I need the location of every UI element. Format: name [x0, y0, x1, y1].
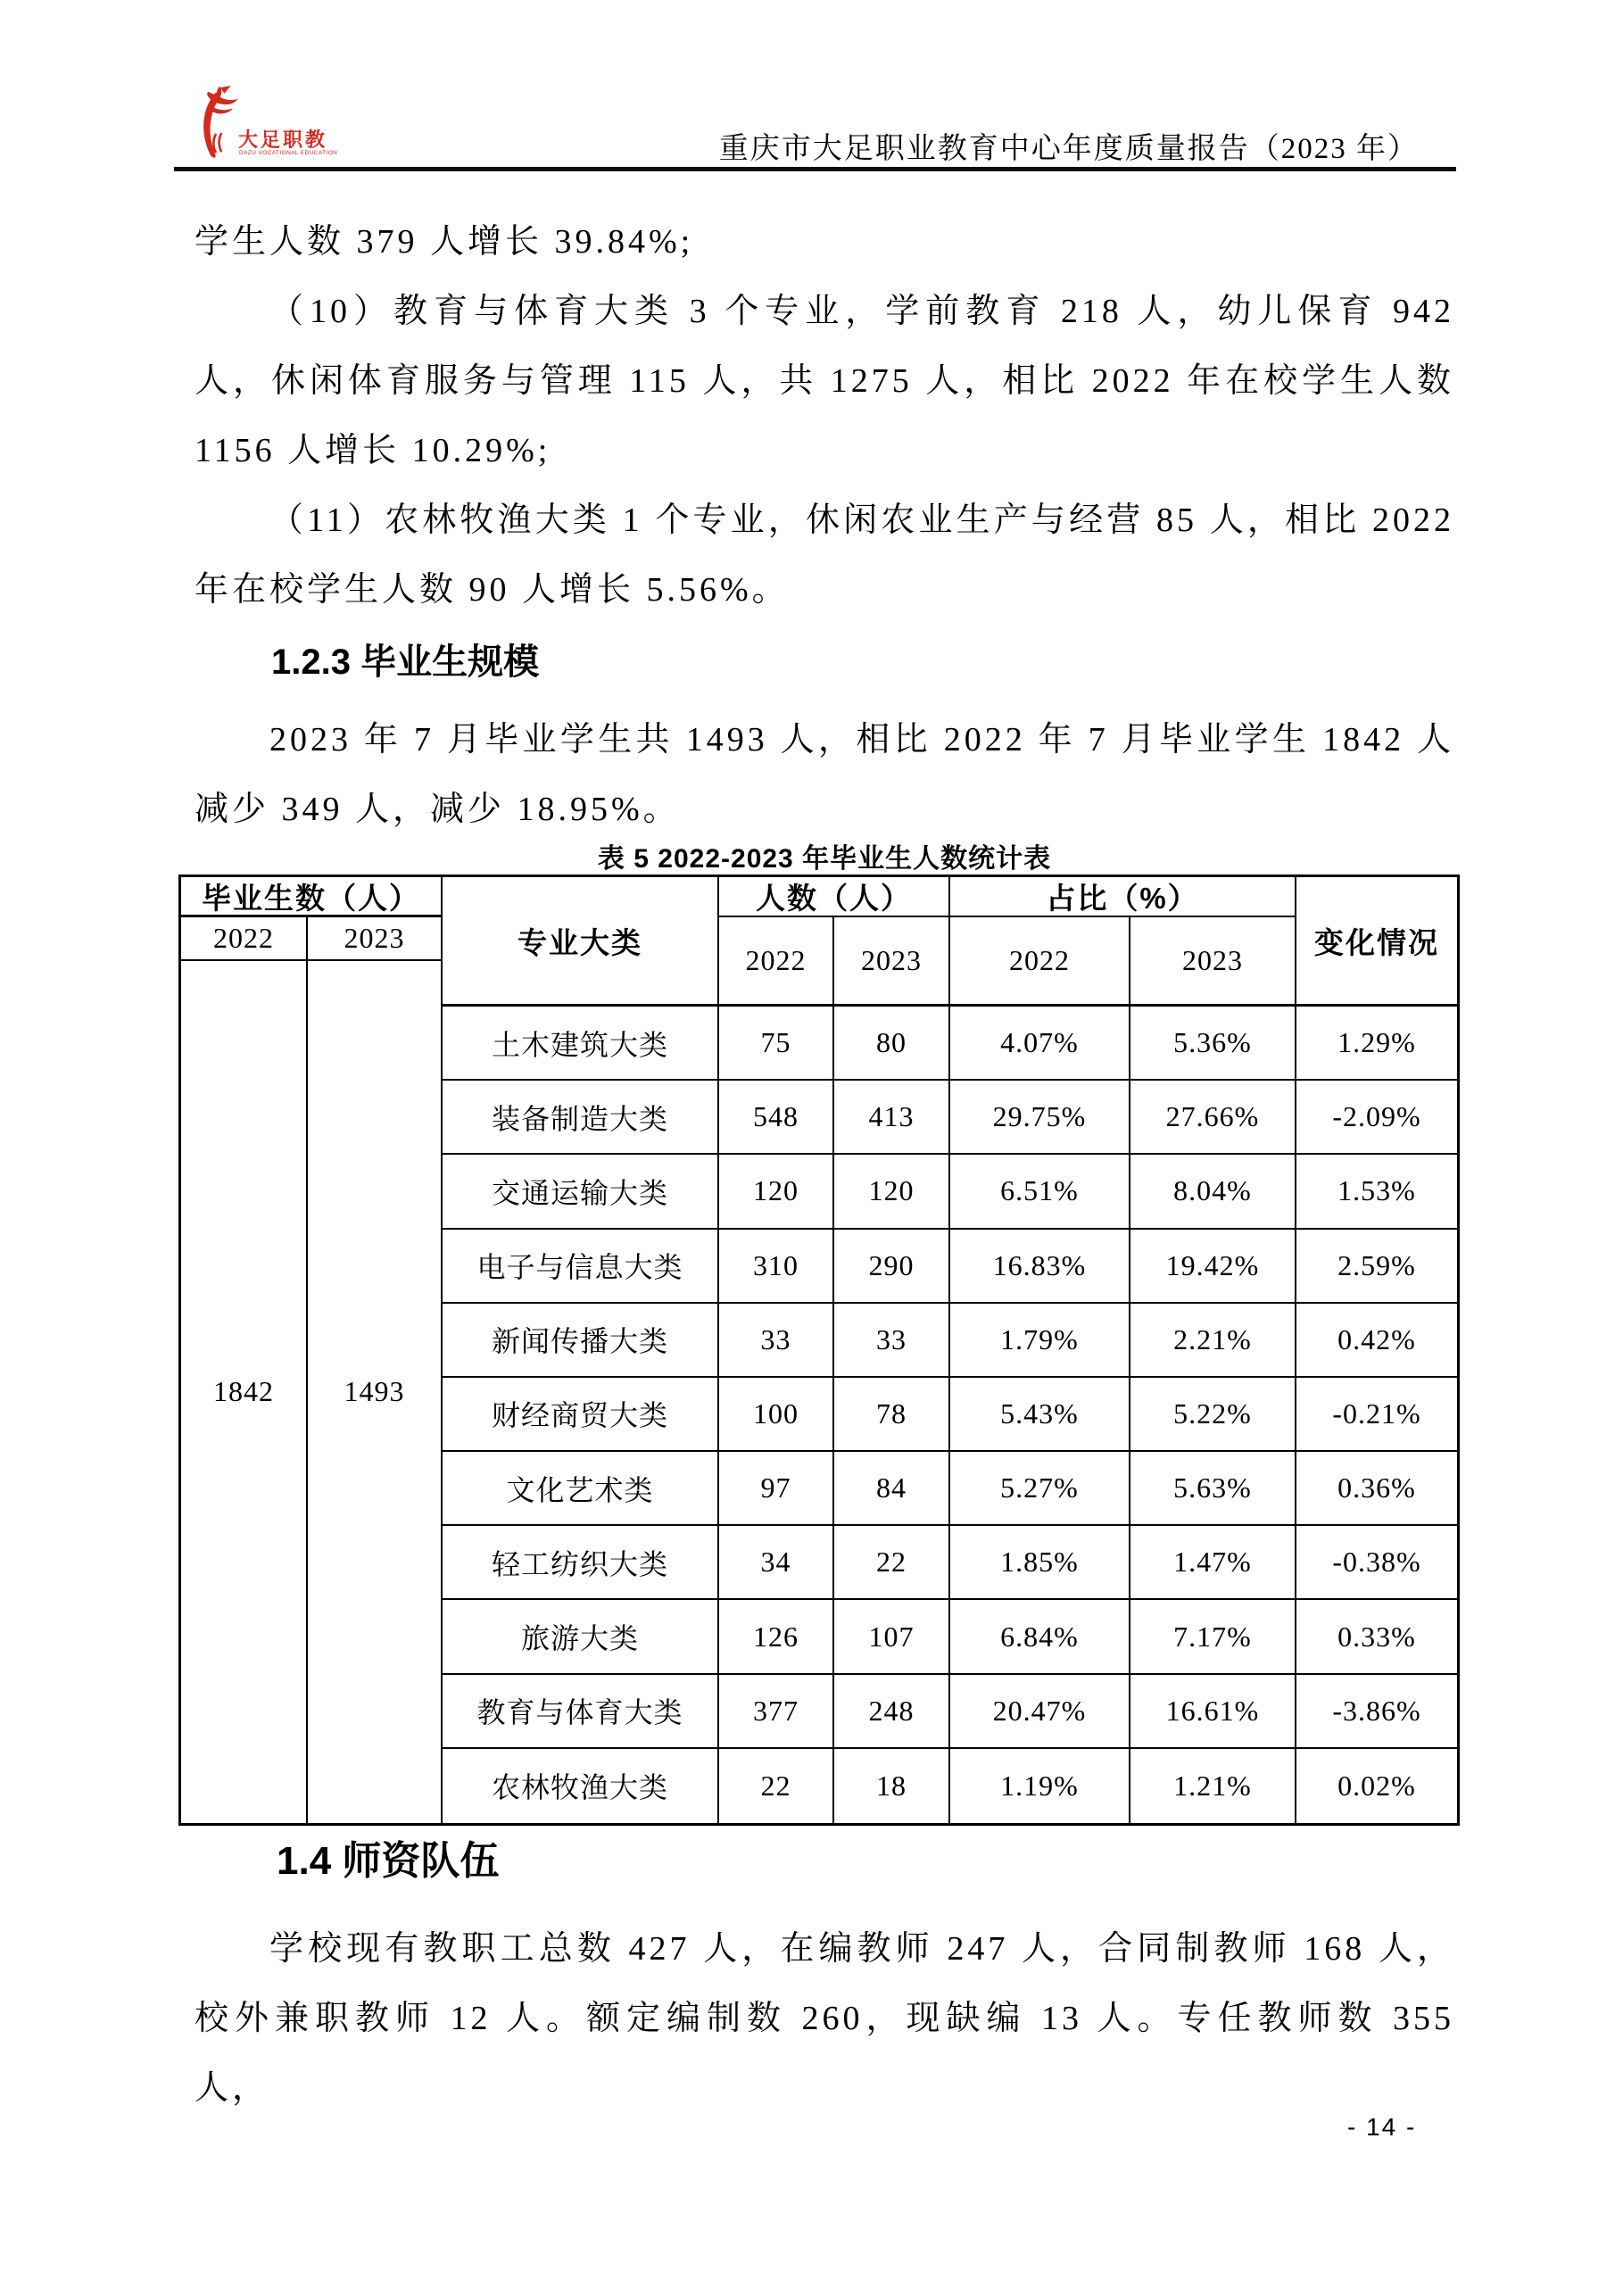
- table-cell-ratio-2022: 6.84%: [950, 1600, 1130, 1674]
- table-cell-ratio-2023: 1.21%: [1130, 1749, 1296, 1823]
- table-cell-change: 0.02%: [1337, 1769, 1416, 1802]
- table-cell-count-2023: 18: [834, 1749, 950, 1823]
- table-cell-change: 0.36%: [1296, 1452, 1457, 1526]
- table-cell-count-2022: 97: [719, 1452, 834, 1526]
- table-subheader-grad-2023: 2023: [308, 917, 443, 961]
- table-total-2023: 1493: [308, 961, 443, 1823]
- table-cell-ratio-2022: 1.85%: [950, 1526, 1130, 1600]
- paragraph-item-11: （11）农林牧渔大类 1 个专业，休闲农业生产与经营 85 人，相比 2022 年在校学生人数 90 人增长 5.56%。: [195, 501, 1454, 609]
- table-cell-category: 轻工纺织大类: [443, 1526, 719, 1600]
- table-cell-ratio-2022: 20.47%: [950, 1675, 1130, 1749]
- table-caption: 表 5 2022-2023 年毕业生人数统计表: [597, 844, 1052, 874]
- heading-1-2-3: 1.2.3 毕业生规模: [271, 642, 540, 682]
- table-header-graduates: 毕业生数（人）: [181, 877, 443, 917]
- table-header-change: 变化情况: [1296, 877, 1457, 1007]
- table-cell-ratio-2023: 16.61%: [1130, 1675, 1296, 1749]
- table-cell-change: 0.42%: [1296, 1304, 1457, 1378]
- table-cell-ratio-2022: 5.43%: [950, 1378, 1130, 1452]
- paragraph-faculty: 学校现有教职工总数 427 人，在编教师 247 人，合同制教师 168 人，校外兼职教师 12 人。额定编制数 260，现缺编 13 人。专任教师数 355 人，: [195, 1930, 1454, 2107]
- table-cell-ratio-2022: 6.51%: [950, 1155, 1130, 1229]
- table-cell-ratio-2022: 4.07%: [950, 1007, 1130, 1081]
- table-cell-change: 1.53%: [1296, 1155, 1457, 1229]
- table-cell-count-2022: 548: [719, 1081, 834, 1155]
- table-total-2022: 1842: [181, 961, 308, 1823]
- table-cell-count-2022: 377: [719, 1675, 834, 1749]
- paragraph-item-10: （10）教育与体育大类 3 个专业，学前教育 218 人，幼儿保育 942 人，休闲体育服务与管理 115 人，共 1275 人，相比 2022 年在校学生人数 1156 人增长 10.29%;: [195, 293, 1454, 469]
- table-cell-category: 交通运输大类: [443, 1155, 719, 1229]
- school-logo: [192, 86, 338, 159]
- table-subheader-ratio-2023: 2023: [1130, 917, 1296, 1007]
- table-cell-count-2023: 120: [834, 1155, 950, 1229]
- table-header-count: 人数（人）: [719, 877, 950, 917]
- table-cell-category: 新闻传播大类: [443, 1304, 719, 1378]
- table-cell-category: 文化艺术类: [443, 1452, 719, 1526]
- graduates-statistics-table: [178, 874, 1460, 1826]
- logo-text: 大足职教: [238, 128, 328, 151]
- table-subheader-count-2022: 2022: [719, 917, 834, 1007]
- table-cell-category: 财经商贸大类: [443, 1378, 719, 1452]
- table-cell-count-2022: 34: [719, 1526, 834, 1600]
- table-cell-count-2023: 33: [834, 1304, 950, 1378]
- table-cell-change: -0.38%: [1296, 1526, 1457, 1600]
- table-subheader-ratio-2022: 2022: [950, 917, 1130, 1007]
- table-header-major: 专业大类: [443, 877, 719, 1007]
- table-cell-count-2023: 78: [834, 1378, 950, 1452]
- table-cell-ratio-2023: 27.66%: [1130, 1081, 1296, 1155]
- table-subheader-grad-2022: 2022: [181, 917, 308, 961]
- table-cell-category: 旅游大类: [443, 1600, 719, 1674]
- table-cell-ratio-2023: 5.22%: [1130, 1378, 1296, 1452]
- table-cell-count-2023: 290: [834, 1230, 950, 1304]
- table-cell-category: 土木建筑大类: [443, 1007, 719, 1081]
- table-cell-ratio-2023: 5.63%: [1130, 1452, 1296, 1526]
- paragraph-carryover: 学生人数 379 人增长 39.84%;: [195, 223, 694, 261]
- report-title: 重庆市大足职业教育中心年度质量报告（2023 年）: [718, 133, 1419, 165]
- heading-1-4: 1.4 师资队伍: [277, 1839, 500, 1883]
- table-cell-change: 0.33%: [1296, 1600, 1457, 1674]
- table-cell-ratio-2023: 19.42%: [1130, 1230, 1296, 1304]
- table-cell-ratio-2022: 1.79%: [950, 1304, 1130, 1378]
- table-cell-category: 电子与信息大类: [443, 1230, 719, 1304]
- table-cell-count-2023: 413: [834, 1081, 950, 1155]
- table-cell-count-2022: 33: [719, 1304, 834, 1378]
- table-cell-count-2022: 310: [719, 1230, 834, 1304]
- table-cell-category: 装备制造大类: [443, 1081, 719, 1155]
- paragraph-graduates: 2023 年 7 月毕业学生共 1493 人，相比 2022 年 7 月毕业学生 1842 人减少 349 人，减少 18.95%。: [195, 721, 1454, 828]
- table-cell-count-2022: 22: [719, 1749, 834, 1823]
- table-cell-ratio-2023: 2.21%: [1130, 1304, 1296, 1378]
- table-cell-ratio-2023: 8.04%: [1130, 1155, 1296, 1229]
- table-cell-count-2022: 120: [719, 1155, 834, 1229]
- table-cell-count-2022: 126: [719, 1600, 834, 1674]
- table-cell-count-2022: 75: [719, 1007, 834, 1081]
- logo-subtext: DAZU VOCATIONAL EDUCATION: [239, 150, 338, 156]
- table-header-ratio: 占比（%）: [950, 877, 1296, 917]
- table-cell-change: -2.09%: [1296, 1081, 1457, 1155]
- table-cell-count-2023: 22: [834, 1526, 950, 1600]
- table-cell-count-2023: 107: [834, 1600, 950, 1674]
- table-cell-change: 2.59%: [1296, 1230, 1457, 1304]
- table-subheader-count-2023: 2023: [834, 917, 950, 1007]
- table-cell-category: 教育与体育大类: [443, 1675, 719, 1749]
- table-cell-change: -3.86%: [1296, 1675, 1457, 1749]
- table-cell-category: 农林牧渔大类: [443, 1749, 719, 1823]
- table-cell-ratio-2023: 5.36%: [1130, 1007, 1296, 1081]
- table-cell-ratio-2022: 29.75%: [950, 1081, 1130, 1155]
- table-cell-ratio-2022: 16.83%: [950, 1230, 1130, 1304]
- table-cell-count-2023: 84: [834, 1452, 950, 1526]
- table-cell-change: -0.21%: [1296, 1378, 1457, 1452]
- phoenix-logo-icon: [192, 86, 238, 159]
- table-cell-count-2022: 100: [719, 1378, 834, 1452]
- table-cell-count-2023: 80: [834, 1007, 950, 1081]
- table-cell-ratio-2022: 5.27%: [950, 1452, 1130, 1526]
- table-cell-ratio-2022: 1.19%: [950, 1749, 1130, 1823]
- table-cell-change: 1.29%: [1296, 1007, 1457, 1081]
- table-cell-count-2023: 248: [834, 1675, 950, 1749]
- page-number: - 14 -: [1347, 2113, 1417, 2141]
- header-rule: [174, 167, 1456, 171]
- table-cell-ratio-2023: 7.17%: [1130, 1600, 1296, 1674]
- table-cell-ratio-2023: 1.47%: [1130, 1526, 1296, 1600]
